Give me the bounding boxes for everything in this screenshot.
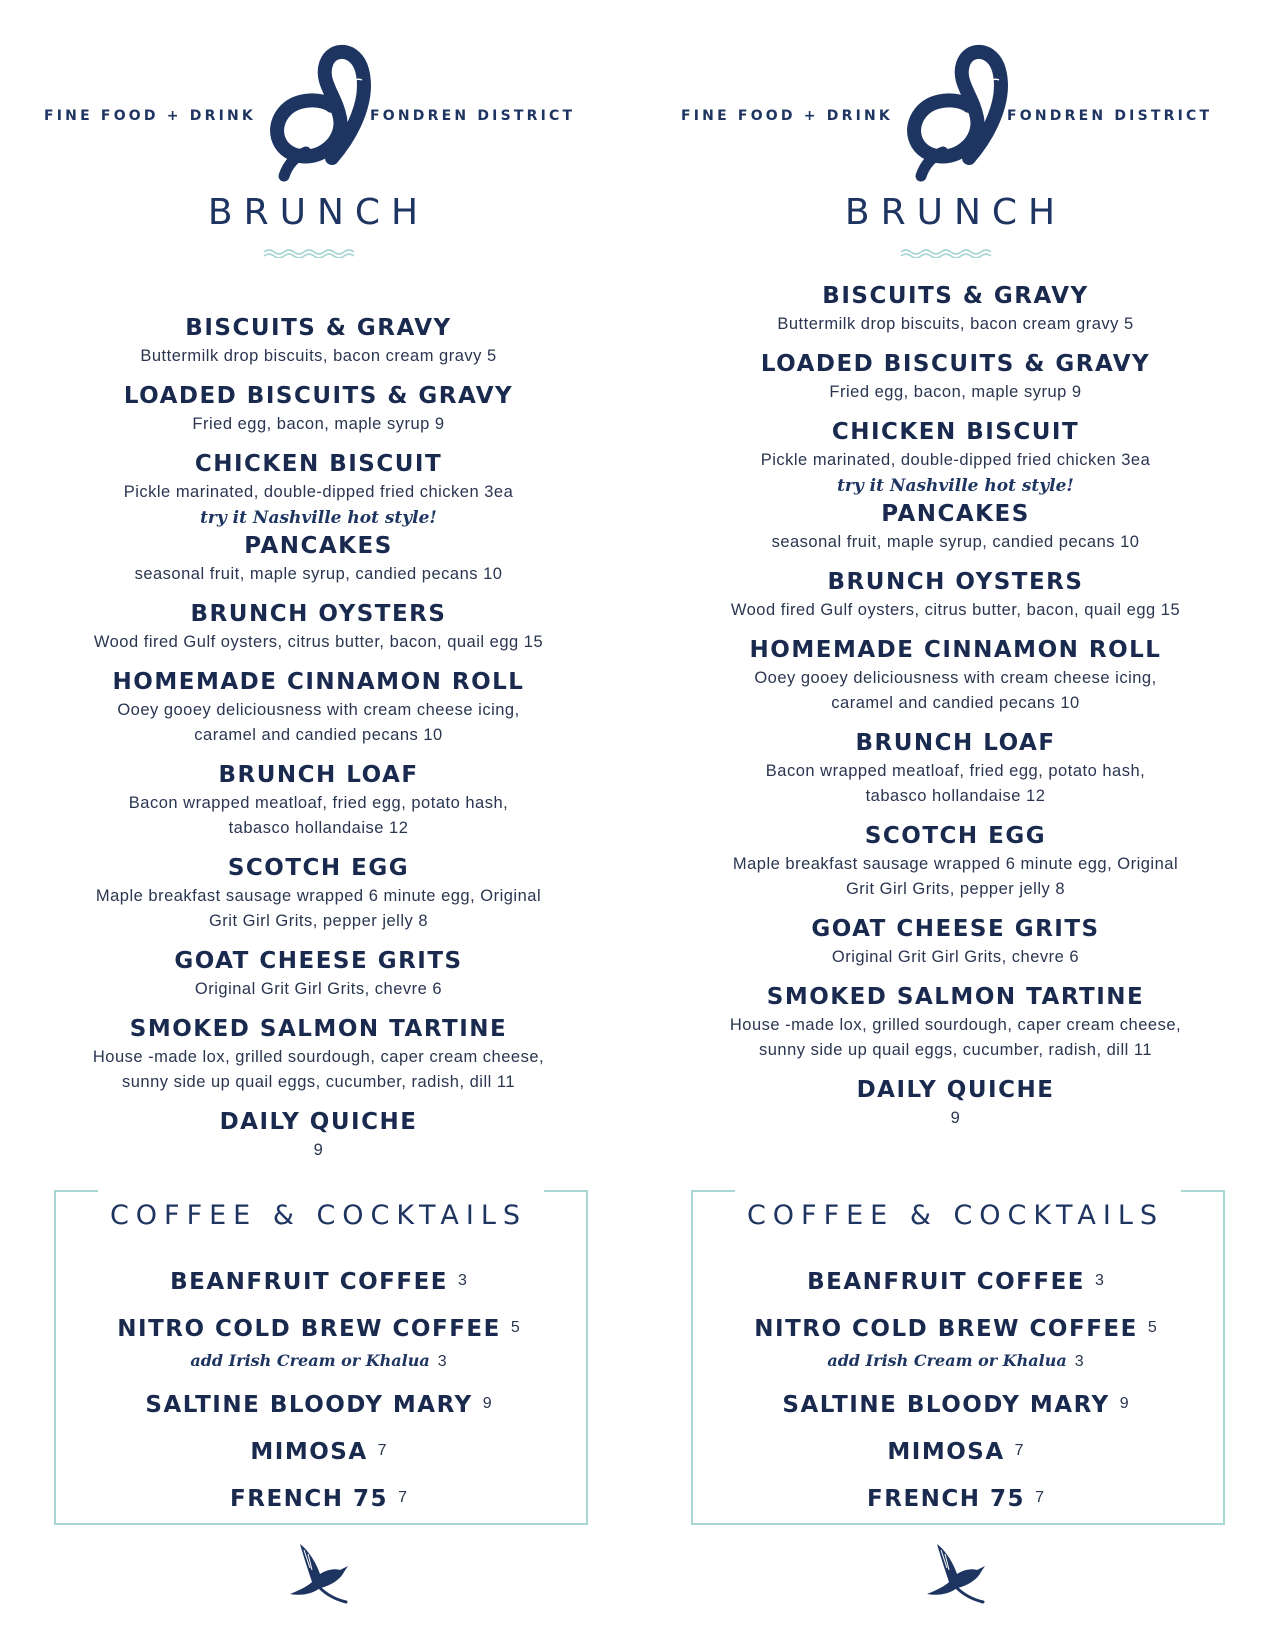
beverage-item (0, 1388, 637, 1423)
beverage-item (637, 1482, 1274, 1517)
beverage-name: NITRO COLD BREW COFFEE (754, 1316, 1138, 1342)
beverage-name: SALTINE BLOODY MARY (782, 1392, 1110, 1418)
item-desc: Bacon wrapped meatloaf, fried egg, potato hash, (765, 762, 1146, 780)
script-s-logo-icon (899, 40, 1019, 185)
item-desc: Bacon wrapped meatloaf, fried egg, potato hash, (128, 794, 509, 812)
item-name: CHICKEN BISCUIT (194, 451, 443, 477)
menu-item (0, 1106, 637, 1163)
item-name: BISCUITS & GRAVY (822, 283, 1089, 309)
item-name: BRUNCH LOAF (218, 762, 419, 788)
beverage-item (637, 1388, 1274, 1423)
beverage-name: BEANFRUIT COFFEE (170, 1269, 448, 1295)
beverage-item (637, 1312, 1274, 1347)
brunch-menu-list (0, 312, 637, 1174)
item-name: GOAT CHEESE GRITS (811, 916, 1100, 942)
coffee-cocktails-title: COFFEE & COCKTAILS (746, 1200, 1165, 1231)
beverage-name: SALTINE BLOODY MARY (145, 1392, 473, 1418)
menu-item (0, 380, 637, 437)
item-desc: sunny side up quail eggs, cucumber, radish, dill 11 (122, 1073, 515, 1091)
beverage-price: 7 (1014, 1442, 1024, 1459)
beverage-list (637, 1265, 1274, 1529)
item-desc: Buttermilk drop biscuits, bacon cream gravy 5 (777, 315, 1134, 333)
menu-item (0, 530, 637, 587)
item-name: PANCAKES (244, 533, 393, 559)
item-desc: Pickle marinated, double-dipped fried chicken 3ea (123, 483, 514, 501)
item-desc: Ooey gooey deliciousness with cream cheese icing, (754, 669, 1157, 687)
item-name: DAILY QUICHE (856, 1077, 1055, 1103)
item-desc: Fried egg, bacon, maple syrup 9 (829, 383, 1082, 401)
item-name: DAILY QUICHE (219, 1109, 418, 1135)
beverage-price: 3 (1095, 1272, 1104, 1289)
beverage-name: NITRO COLD BREW COFFEE (117, 1316, 501, 1342)
beverage-item (0, 1482, 637, 1517)
menu-item (0, 448, 637, 530)
item-name: CHICKEN BISCUIT (831, 419, 1080, 445)
beverage-name: FRENCH 75 (230, 1486, 389, 1512)
item-desc: Grit Girl Grits, pepper jelly 8 (208, 912, 429, 930)
menu-item (637, 498, 1274, 555)
beverage-price: 5 (1147, 1319, 1157, 1336)
item-desc: House -made lox, grilled sourdough, caper cream cheese, (729, 1016, 1182, 1034)
menu-item (637, 727, 1274, 809)
item-desc: caramel and candied pecans 10 (194, 726, 443, 744)
item-desc: caramel and candied pecans 10 (831, 694, 1080, 712)
item-name: GOAT CHEESE GRITS (174, 948, 463, 974)
menu-item (0, 945, 637, 1002)
beverage-name: BEANFRUIT COFFEE (807, 1269, 1085, 1295)
item-desc: Original Grit Girl Grits, chevre 6 (831, 948, 1080, 966)
beverage-item (0, 1435, 637, 1470)
beverage-addon (637, 1349, 1274, 1374)
beverage-price: 9 (1119, 1395, 1129, 1412)
item-desc: Ooey gooey deliciousness with cream cheese icing, (117, 701, 520, 719)
tagline-left: FINE FOOD + DRINK (44, 108, 256, 124)
item-note: try it Nashville hot style! (200, 508, 437, 528)
item-desc: sunny side up quail eggs, cucumber, radish, dill 11 (759, 1041, 1152, 1059)
menu-item (637, 280, 1274, 337)
item-name: BRUNCH OYSTERS (827, 569, 1084, 595)
beverage-price: 3 (458, 1272, 467, 1289)
item-name: HOMEMADE CINNAMON ROLL (112, 669, 525, 695)
menu-item (0, 598, 637, 655)
menu-item (637, 1074, 1274, 1131)
beverage-price: 7 (398, 1489, 407, 1506)
beverage-price: 9 (482, 1395, 492, 1412)
menu-item (0, 852, 637, 934)
beverage-addon (0, 1349, 637, 1374)
beverage-item (637, 1265, 1274, 1300)
menu-item (637, 416, 1274, 498)
menu-item (637, 566, 1274, 623)
item-name: SCOTCH EGG (864, 823, 1047, 849)
item-desc: Original Grit Girl Grits, chevre 6 (194, 980, 443, 998)
item-name: LOADED BISCUITS & GRAVY (123, 383, 514, 409)
brunch-title: BRUNCH (844, 192, 1067, 233)
brunch-title: BRUNCH (207, 192, 430, 233)
item-price: 9 (313, 1141, 324, 1159)
item-name: HOMEMADE CINNAMON ROLL (749, 637, 1162, 663)
coffee-cocktails-title: COFFEE & COCKTAILS (109, 1200, 528, 1231)
tagline-left: FINE FOOD + DRINK (681, 108, 893, 124)
beverage-item (0, 1265, 637, 1300)
item-desc: Maple breakfast sausage wrapped 6 minute egg, Original (732, 855, 1179, 873)
item-desc: Fried egg, bacon, maple syrup 9 (192, 415, 445, 433)
item-desc: tabasco hollandaise 12 (228, 819, 409, 837)
beverage-item (637, 1435, 1274, 1470)
tagline-right: FONDREN DISTRICT (370, 108, 576, 124)
menu-item (0, 1013, 637, 1095)
item-desc: seasonal fruit, maple syrup, candied pecans 10 (771, 533, 1140, 551)
menu-item (637, 913, 1274, 970)
addon-price: 3 (437, 1353, 447, 1370)
menu-item (637, 981, 1274, 1063)
menu-item (637, 820, 1274, 902)
beverage-item (0, 1312, 637, 1347)
item-desc: seasonal fruit, maple syrup, candied pecans 10 (134, 565, 503, 583)
wave-divider (899, 248, 999, 258)
menu-panel-left (0, 0, 637, 1650)
item-name: BRUNCH OYSTERS (190, 601, 447, 627)
beverage-price: 7 (1035, 1489, 1044, 1506)
menu-item (0, 759, 637, 841)
seagull-icon (919, 1540, 995, 1610)
beverage-price: 5 (510, 1319, 520, 1336)
menu-item (0, 666, 637, 748)
menu-item (0, 312, 637, 369)
addon-price: 3 (1074, 1353, 1084, 1370)
item-name: SMOKED SALMON TARTINE (766, 984, 1145, 1010)
item-price: 9 (950, 1109, 961, 1127)
beverage-name: FRENCH 75 (867, 1486, 1026, 1512)
script-s-logo-icon (262, 40, 382, 185)
seagull-icon (282, 1540, 358, 1610)
item-desc: Pickle marinated, double-dipped fried chicken 3ea (760, 451, 1151, 469)
brunch-menu-list (637, 280, 1274, 1142)
item-name: BISCUITS & GRAVY (185, 315, 452, 341)
item-name: BRUNCH LOAF (855, 730, 1056, 756)
item-desc: tabasco hollandaise 12 (865, 787, 1046, 805)
item-name: PANCAKES (881, 501, 1030, 527)
item-desc: Wood fired Gulf oysters, citrus butter, bacon, quail egg 15 (730, 601, 1181, 619)
beverage-name: MIMOSA (250, 1439, 368, 1465)
beverage-name: MIMOSA (887, 1439, 1005, 1465)
menu-item (637, 634, 1274, 716)
item-desc: Buttermilk drop biscuits, bacon cream gravy 5 (140, 347, 497, 365)
beverage-list (0, 1265, 637, 1529)
addon-text: add Irish Cream or Khalua (827, 1351, 1067, 1370)
item-desc: Wood fired Gulf oysters, citrus butter, bacon, quail egg 15 (93, 633, 544, 651)
item-desc: House -made lox, grilled sourdough, caper cream cheese, (92, 1048, 545, 1066)
item-desc: Maple breakfast sausage wrapped 6 minute egg, Original (95, 887, 542, 905)
beverage-price: 7 (377, 1442, 387, 1459)
wave-divider (262, 248, 362, 258)
item-note: try it Nashville hot style! (837, 476, 1074, 496)
item-name: SCOTCH EGG (227, 855, 410, 881)
item-name: SMOKED SALMON TARTINE (129, 1016, 508, 1042)
menu-panel-right (637, 0, 1274, 1650)
addon-text: add Irish Cream or Khalua (190, 1351, 430, 1370)
item-desc: Grit Girl Grits, pepper jelly 8 (845, 880, 1066, 898)
tagline-right: FONDREN DISTRICT (1007, 108, 1213, 124)
menu-item (637, 348, 1274, 405)
item-name: LOADED BISCUITS & GRAVY (760, 351, 1151, 377)
